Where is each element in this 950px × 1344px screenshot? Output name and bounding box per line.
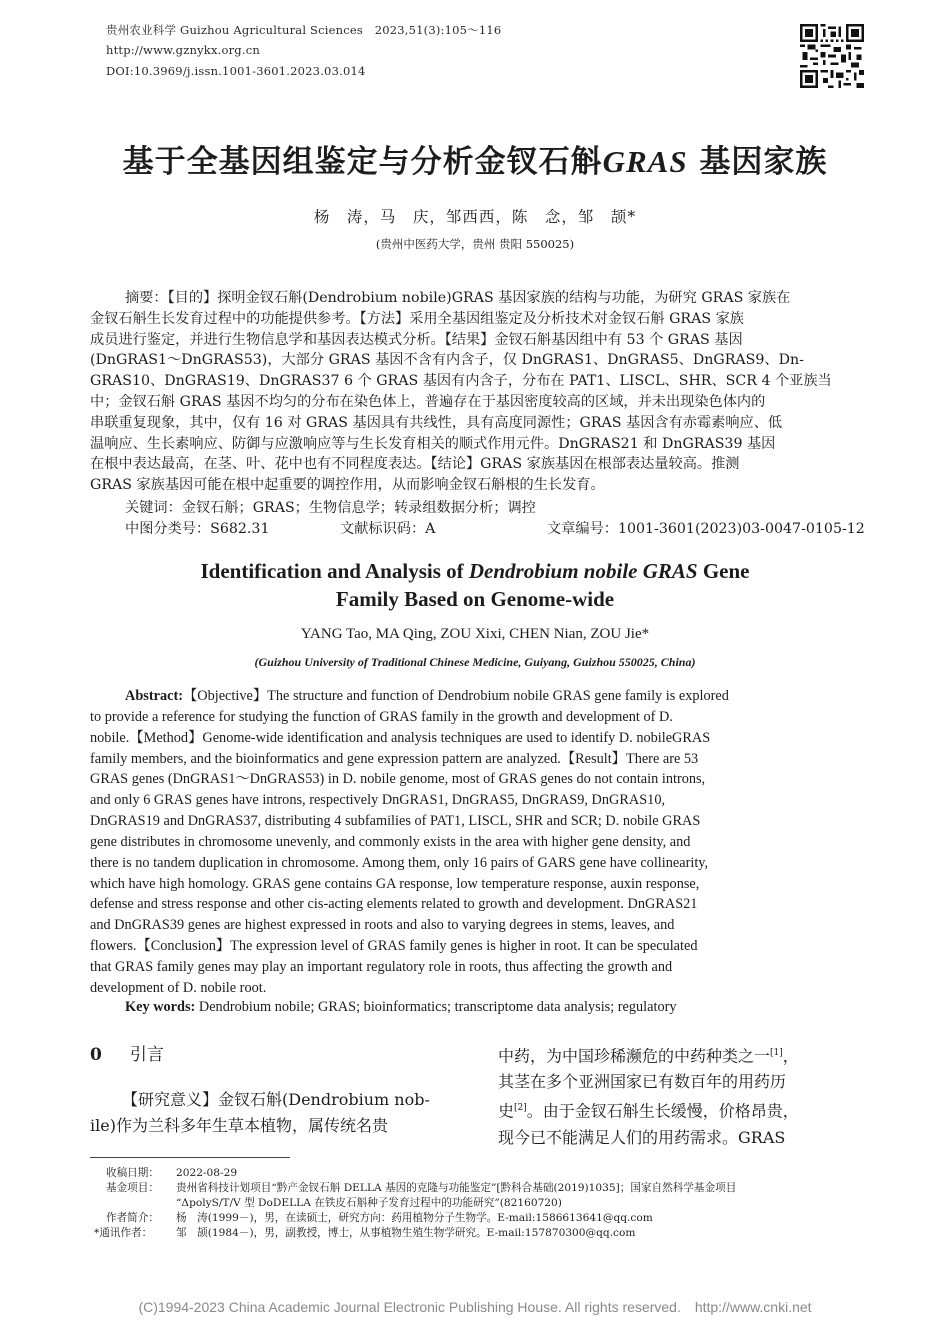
keywords-zh: 关键词：金钗石斛；GRAS；生物信息学；转录组数据分析；调控 (125, 500, 536, 516)
abstract-en-line: nobile.【Method】Genome-wide identification and analysis techniques are used to identify D. nobileGRAS (90, 729, 711, 746)
qr-code-icon (800, 24, 864, 88)
footnote: 作者简介： 杨 涛(1999－)，男，在读硕士，研究方向：药用植物分子生物学。E-mail:1586613641@qq.com (106, 1212, 653, 1224)
body-line: ile)作为兰科多年生草本植物，属传统名贵 (90, 1116, 388, 1135)
footnote: 基金项目： 贵州省科技计划项目“黔产金钗石斛 DELLA 基因的克隆与功能鉴定”[黔科合基础(2019)1035]；国家自然科学基金项目 (106, 1182, 737, 1194)
abstract-zh-line: 中；金钗石斛 GRAS 基因不均匀的分布在染色体上，普遍存在于基因密度较高的区域，并未出现染色体内的 (90, 393, 766, 410)
abstract-en-line: which have high homology. GRAS gene contains GA response, low temperature response, auxin response, (90, 875, 700, 892)
affiliation-zh: (贵州中医药大学，贵州 贵阳 550025) (375, 237, 575, 251)
abstract-en-line: development of D. nobile root. (90, 979, 267, 996)
footnote: 收稿日期： 2022-08-29 (106, 1167, 238, 1179)
footnote-divider (90, 1157, 290, 1158)
authors-en: YANG Tao, MA Qing, ZOU Xixi, CHEN Nian, ZOU Jie* (300, 626, 650, 642)
intro-left-column (90, 1087, 460, 1139)
copyright-notice: (C)1994-2023 China Academic Journal Electronic Publishing House. All rights reserved. http://www.cnki.net (138, 1299, 812, 1315)
abstract-en-line: and only 6 GRAS genes have introns, respectively DnGRAS1, DnGRAS5, DnGRAS9, DnGRAS10, (90, 792, 666, 809)
abstract-zh (90, 288, 860, 496)
citation-ref[interactable]: [2] (514, 1103, 527, 1114)
abstract-en-line: there is no tandem duplication in chromosome. Among them, only 16 pairs of GARS gene have collinearity, (90, 854, 709, 871)
abstract-zh-label: 摘要： (125, 290, 168, 306)
body-line: 现今已不能满足人们的用药需求。GRAS (498, 1127, 786, 1147)
title-zh-suffix: 基因家族 (687, 144, 828, 180)
abstract-zh-line: 温响应、生长素响应、防御与应激响应等与生长发育相关的顺式作用元件。DnGRAS21 和 DnGRAS39 基因 (90, 435, 776, 452)
title-zh (0, 136, 950, 181)
abstract-zh-line: GRAS 家族基因可能在根中起重要的调控作用，从而影响金钗石斛根的生长发育。 (90, 477, 605, 494)
section-heading (90, 1040, 164, 1065)
title-zh-gene: GRAS (602, 144, 688, 179)
abstract-en-line: and DnGRAS39 genes are highest expressed in roots and also to varying degrees in stems, leaves, and (90, 917, 675, 934)
article-number: 文章编号：1001-3601(2023)03-0047-0105-12 (547, 521, 865, 537)
abstract-zh-line: 摘要：【目的】探明金钗石斛(Dendrobium nobile)GRAS 基因家族的结构与功能，为研究 GRAS 家族在 (125, 290, 791, 306)
authors-zh: 杨 涛，马 庆，邹西西，陈 念，邹 颉* (313, 208, 637, 226)
intro-right-column (498, 1040, 860, 1151)
abstract-en-line: Abstract:【Objective】The structure and function of Dendrobium nobile GRAS gene family is explored (125, 688, 729, 704)
body-line: 中药，为中国珍稀濒危的中药种类之一[1]， (498, 1046, 799, 1066)
keywords-en: Key words: Dendrobium nobile; GRAS; bioinformatics; transcriptome data analysis; regulatory (125, 999, 677, 1015)
abstract-en-line: family members, and the bioinformatics and gene expression pattern are analyzed.【Result】There are 53 (90, 750, 699, 767)
footnote: “ΔpolyS/T/V 型 DoDELLA 在铁皮石斛种子发育过程中的功能研究”(82160720) (176, 1197, 562, 1209)
abstract-zh-line: 在根中表达最高，在茎、叶、花中也有不同程度表达。【结论】GRAS 家族基因在根部表达量较高。推测 (90, 456, 740, 473)
section-number: 0 (90, 1045, 102, 1065)
abstract-zh-line: 串联重复现象，其中，仅有 16 对 GRAS 基因具有共线性，具有高度同源性；GRAS 基因含有赤霉素响应、低 (90, 414, 783, 431)
abstract-zh-line: 金钗石斛生长发育过程中的功能提供参考。【方法】采用全基因组鉴定及分析技术对金钗石斛 GRAS 家族 (90, 310, 744, 327)
footnote: *通讯作者： 邹 颉(1984－)，男，副教授，博士，从事植物生殖生物学研究。E-mail:157870300@qq.com (94, 1227, 636, 1239)
citation-ref[interactable]: [1] (770, 1048, 783, 1058)
abstract-en-line: that GRAS family genes may play an important regulatory role in roots, thus affecting the growth and (90, 958, 673, 975)
body-line: 其茎在多个亚洲国家已有数百年的用药历 (498, 1072, 787, 1092)
abstract-en-line: defense and stress response and other cis-acting elements related to growth and development. DnGRAS21 (90, 896, 698, 913)
affiliation-en: (Guizhou University of Traditional Chinese Medicine, Guiyang, Guizhou 550025, China) (254, 655, 696, 669)
title-en (0, 557, 950, 613)
abstract-zh-line: (DnGRAS1～DnGRAS53)，大部分 GRAS 基因不含有内含子，仅 DnGRAS1、DnGRAS5、DnGRAS9、Dn- (90, 352, 804, 369)
document-code: 文献标识码：A (340, 521, 436, 537)
body-line: 史[2]。由于金钗石斛生长缓慢，价格昂贵， (498, 1101, 799, 1121)
abstract-en-line: GRAS genes (DnGRAS1～DnGRAS53) in D. nobile genome, most of GRAS genes do not contain introns, (90, 771, 706, 788)
abstract-en-line: DnGRAS19 and DnGRAS37, distributing 4 subfamilies of PAT1, LISCL, SHR and SCR; D. nobile GRAS (90, 813, 701, 830)
section-title: 引言 (129, 1045, 164, 1065)
abstract-en (90, 686, 860, 999)
title-zh-prefix: 基于全基因组鉴定与分析金钗石斛 (122, 144, 603, 180)
title-en-line2: Family Based on Genome-wide (335, 587, 615, 611)
title-en-line1: Identification and Analysis of Dendrobium nobile GRAS Gene (200, 559, 750, 583)
abstract-en-line: gene distributes in chromosome unevenly, and commonly exists in the area with higher gene density, and (90, 833, 691, 850)
journal-url[interactable]: http://www.gznykx.org.cn (106, 43, 260, 57)
abstract-zh-line: GRAS10、DnGRAS19、DnGRAS37 6 个 GRAS 基因有内含子，分布在 PAT1、LISCL、SHR、SCR 4 个亚族当 (90, 373, 832, 390)
body-line: 【研究意义】金钗石斛(Dendrobium nob- (122, 1090, 430, 1109)
doi[interactable]: DOI:10.3969/j.issn.1001-3601.2023.03.014 (106, 64, 366, 78)
abstract-en-line: to provide a reference for studying the function of GRAS family in the growth and development of D. (90, 708, 673, 725)
clc-number: 中图分类号：S682.31 (125, 521, 270, 537)
abstract-zh-line: 成员进行鉴定，并进行生物信息学和基因表达模式分析。【结果】金钗石斛基因组中有 53 个 GRAS 基因 (90, 331, 743, 348)
abstract-en-label: Abstract: (125, 688, 183, 704)
keywords-en-label: Key words: (125, 999, 196, 1015)
abstract-en-line: flowers.【Conclusion】The expression level of GRAS family genes is higher in root. It can be speculated (90, 938, 698, 955)
journal-citation: 贵州农业科学 Guizhou Agricultural Sciences 2023,51(3):105～116 (106, 23, 502, 37)
